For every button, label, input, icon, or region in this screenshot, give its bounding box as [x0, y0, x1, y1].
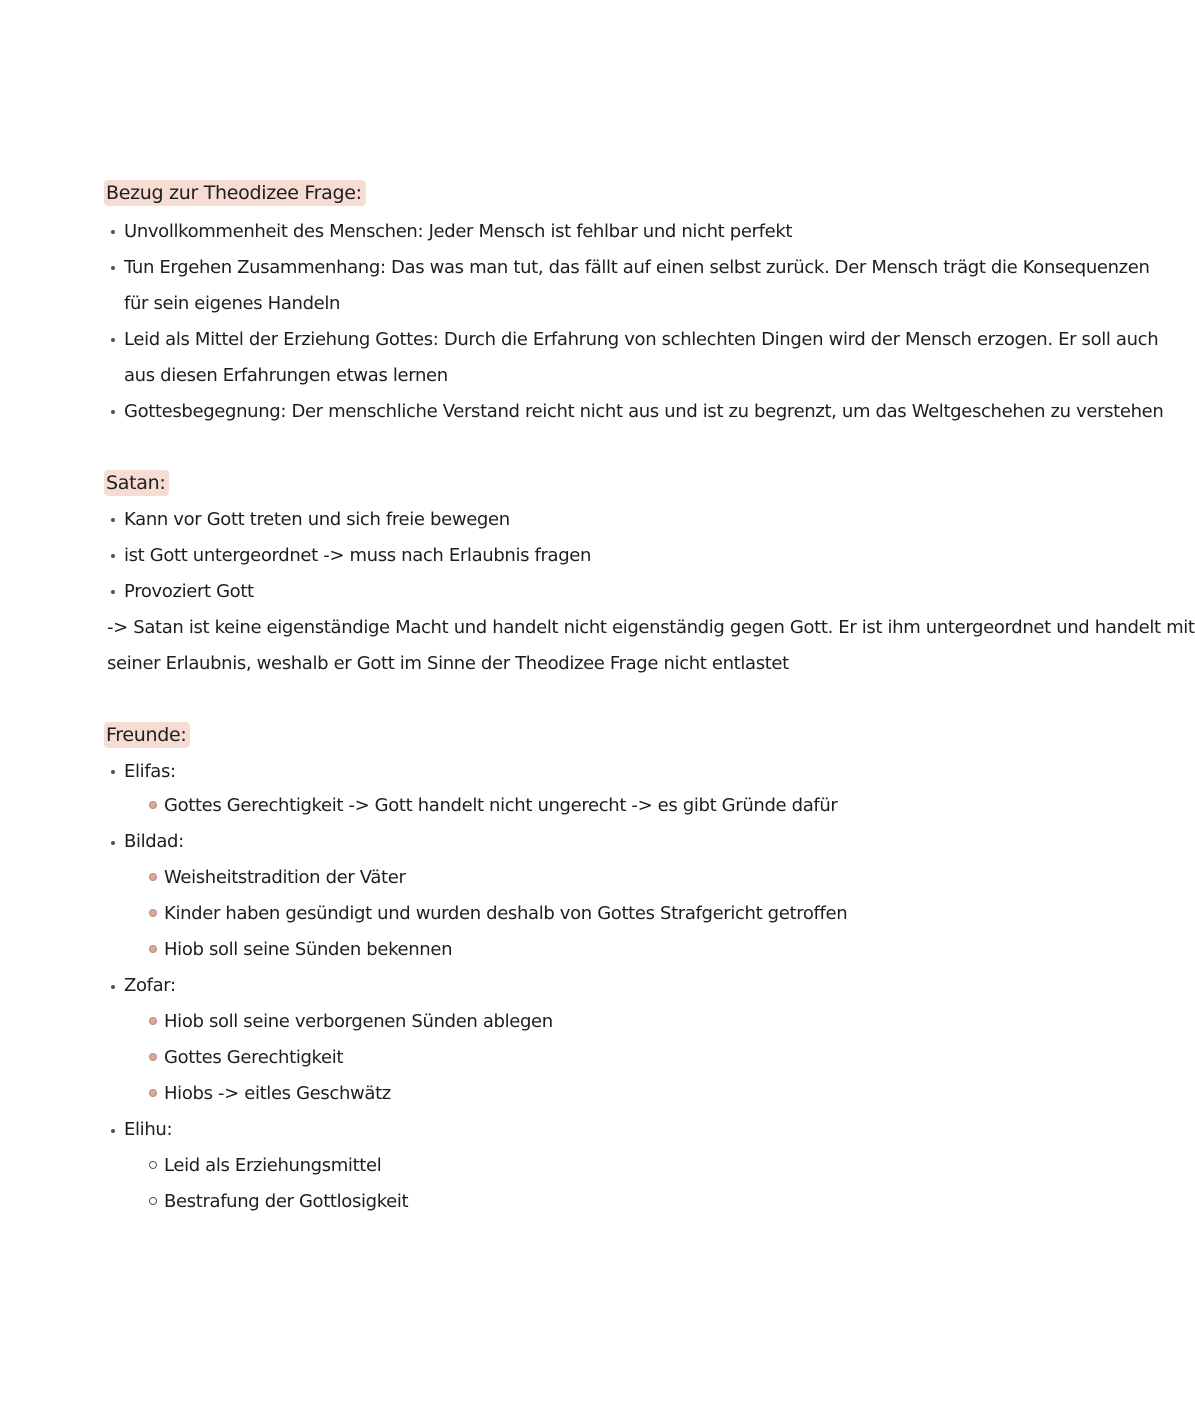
sub-bullet-icon	[149, 1089, 157, 1097]
sub-list-item: Kinder haben gesündigt und wurden deshalb von Gottes Strafgericht getroffen	[164, 903, 848, 924]
list-item: Provoziert Gott	[124, 581, 254, 602]
sub-list-item: Gottes Gerechtigkeit -> Gott handelt nicht ungerecht -> es gibt Gründe dafür	[164, 795, 838, 816]
sub-list-item: Hiob soll seine Sünden bekennen	[164, 939, 453, 960]
conclusion-text: seiner Erlaubnis, weshalb er Gott im Sinne der Theodizee Frage nicht entlastet	[107, 653, 789, 674]
bullet-icon	[111, 590, 115, 594]
list-item: Unvollkommenheit des Menschen: Jeder Mensch ist fehlbar und nicht perfekt	[124, 221, 793, 242]
conclusion-text: -> Satan ist keine eigenständige Macht und handelt nicht eigenständig gegen Gott. Er ist ihm untergeordnet und handelt mit	[107, 617, 1195, 638]
bullet-icon	[111, 338, 115, 342]
bullet-icon	[111, 985, 115, 989]
bullet-icon	[111, 554, 115, 558]
bullet-icon	[111, 518, 115, 522]
sub-bullet-icon	[149, 1017, 157, 1025]
list-item: Tun Ergehen Zusammenhang: Das was man tut, das fällt auf einen selbst zurück. Der Mensch trägt die Konsequenzen	[124, 257, 1150, 278]
sub-bullet-icon	[149, 945, 157, 953]
list-item: Gottesbegegnung: Der menschliche Verstand reicht nicht aus und ist zu begrenzt, um das Weltgeschehen zu verstehen	[124, 401, 1164, 422]
sub-bullet-icon	[149, 1197, 157, 1205]
list-item-continuation: aus diesen Erfahrungen etwas lernen	[124, 365, 448, 386]
section-heading-freunde: Freunde:	[104, 722, 190, 748]
sub-bullet-icon	[149, 1161, 157, 1169]
bullet-icon	[111, 1129, 115, 1133]
section-heading-satan: Satan:	[104, 470, 169, 496]
list-item: Kann vor Gott treten und sich freie bewegen	[124, 509, 510, 530]
sub-list-item: Bestrafung der Gottlosigkeit	[164, 1191, 409, 1212]
bullet-icon	[111, 230, 115, 234]
sub-bullet-icon	[149, 1053, 157, 1061]
sub-bullet-icon	[149, 801, 157, 809]
list-item-continuation: für sein eigenes Handeln	[124, 293, 341, 314]
sub-bullet-icon	[149, 873, 157, 881]
bullet-icon	[111, 841, 115, 845]
bullet-icon	[111, 770, 115, 774]
list-item: ist Gott untergeordnet -> muss nach Erlaubnis fragen	[124, 545, 592, 566]
friend-name-elihu: Elihu:	[124, 1119, 173, 1140]
friend-name-elifas: Elifas:	[124, 761, 176, 782]
friend-name-zofar: Zofar:	[124, 975, 176, 996]
sub-bullet-icon	[149, 909, 157, 917]
sub-list-item: Hiobs -> eitles Geschwätz	[164, 1083, 391, 1104]
section-heading-theodizee: Bezug zur Theodizee Frage:	[104, 180, 366, 206]
sub-list-item: Weisheitstradition der Väter	[164, 867, 406, 888]
bullet-icon	[111, 266, 115, 270]
list-item: Leid als Mittel der Erziehung Gottes: Durch die Erfahrung von schlechten Dingen wird der Mensch erzogen. Er soll auch	[124, 329, 1159, 350]
friend-name-bildad: Bildad:	[124, 831, 184, 852]
sub-list-item: Leid als Erziehungsmittel	[164, 1155, 382, 1176]
sub-list-item: Gottes Gerechtigkeit	[164, 1047, 344, 1068]
bullet-icon	[111, 410, 115, 414]
sub-list-item: Hiob soll seine verborgenen Sünden ablegen	[164, 1011, 553, 1032]
